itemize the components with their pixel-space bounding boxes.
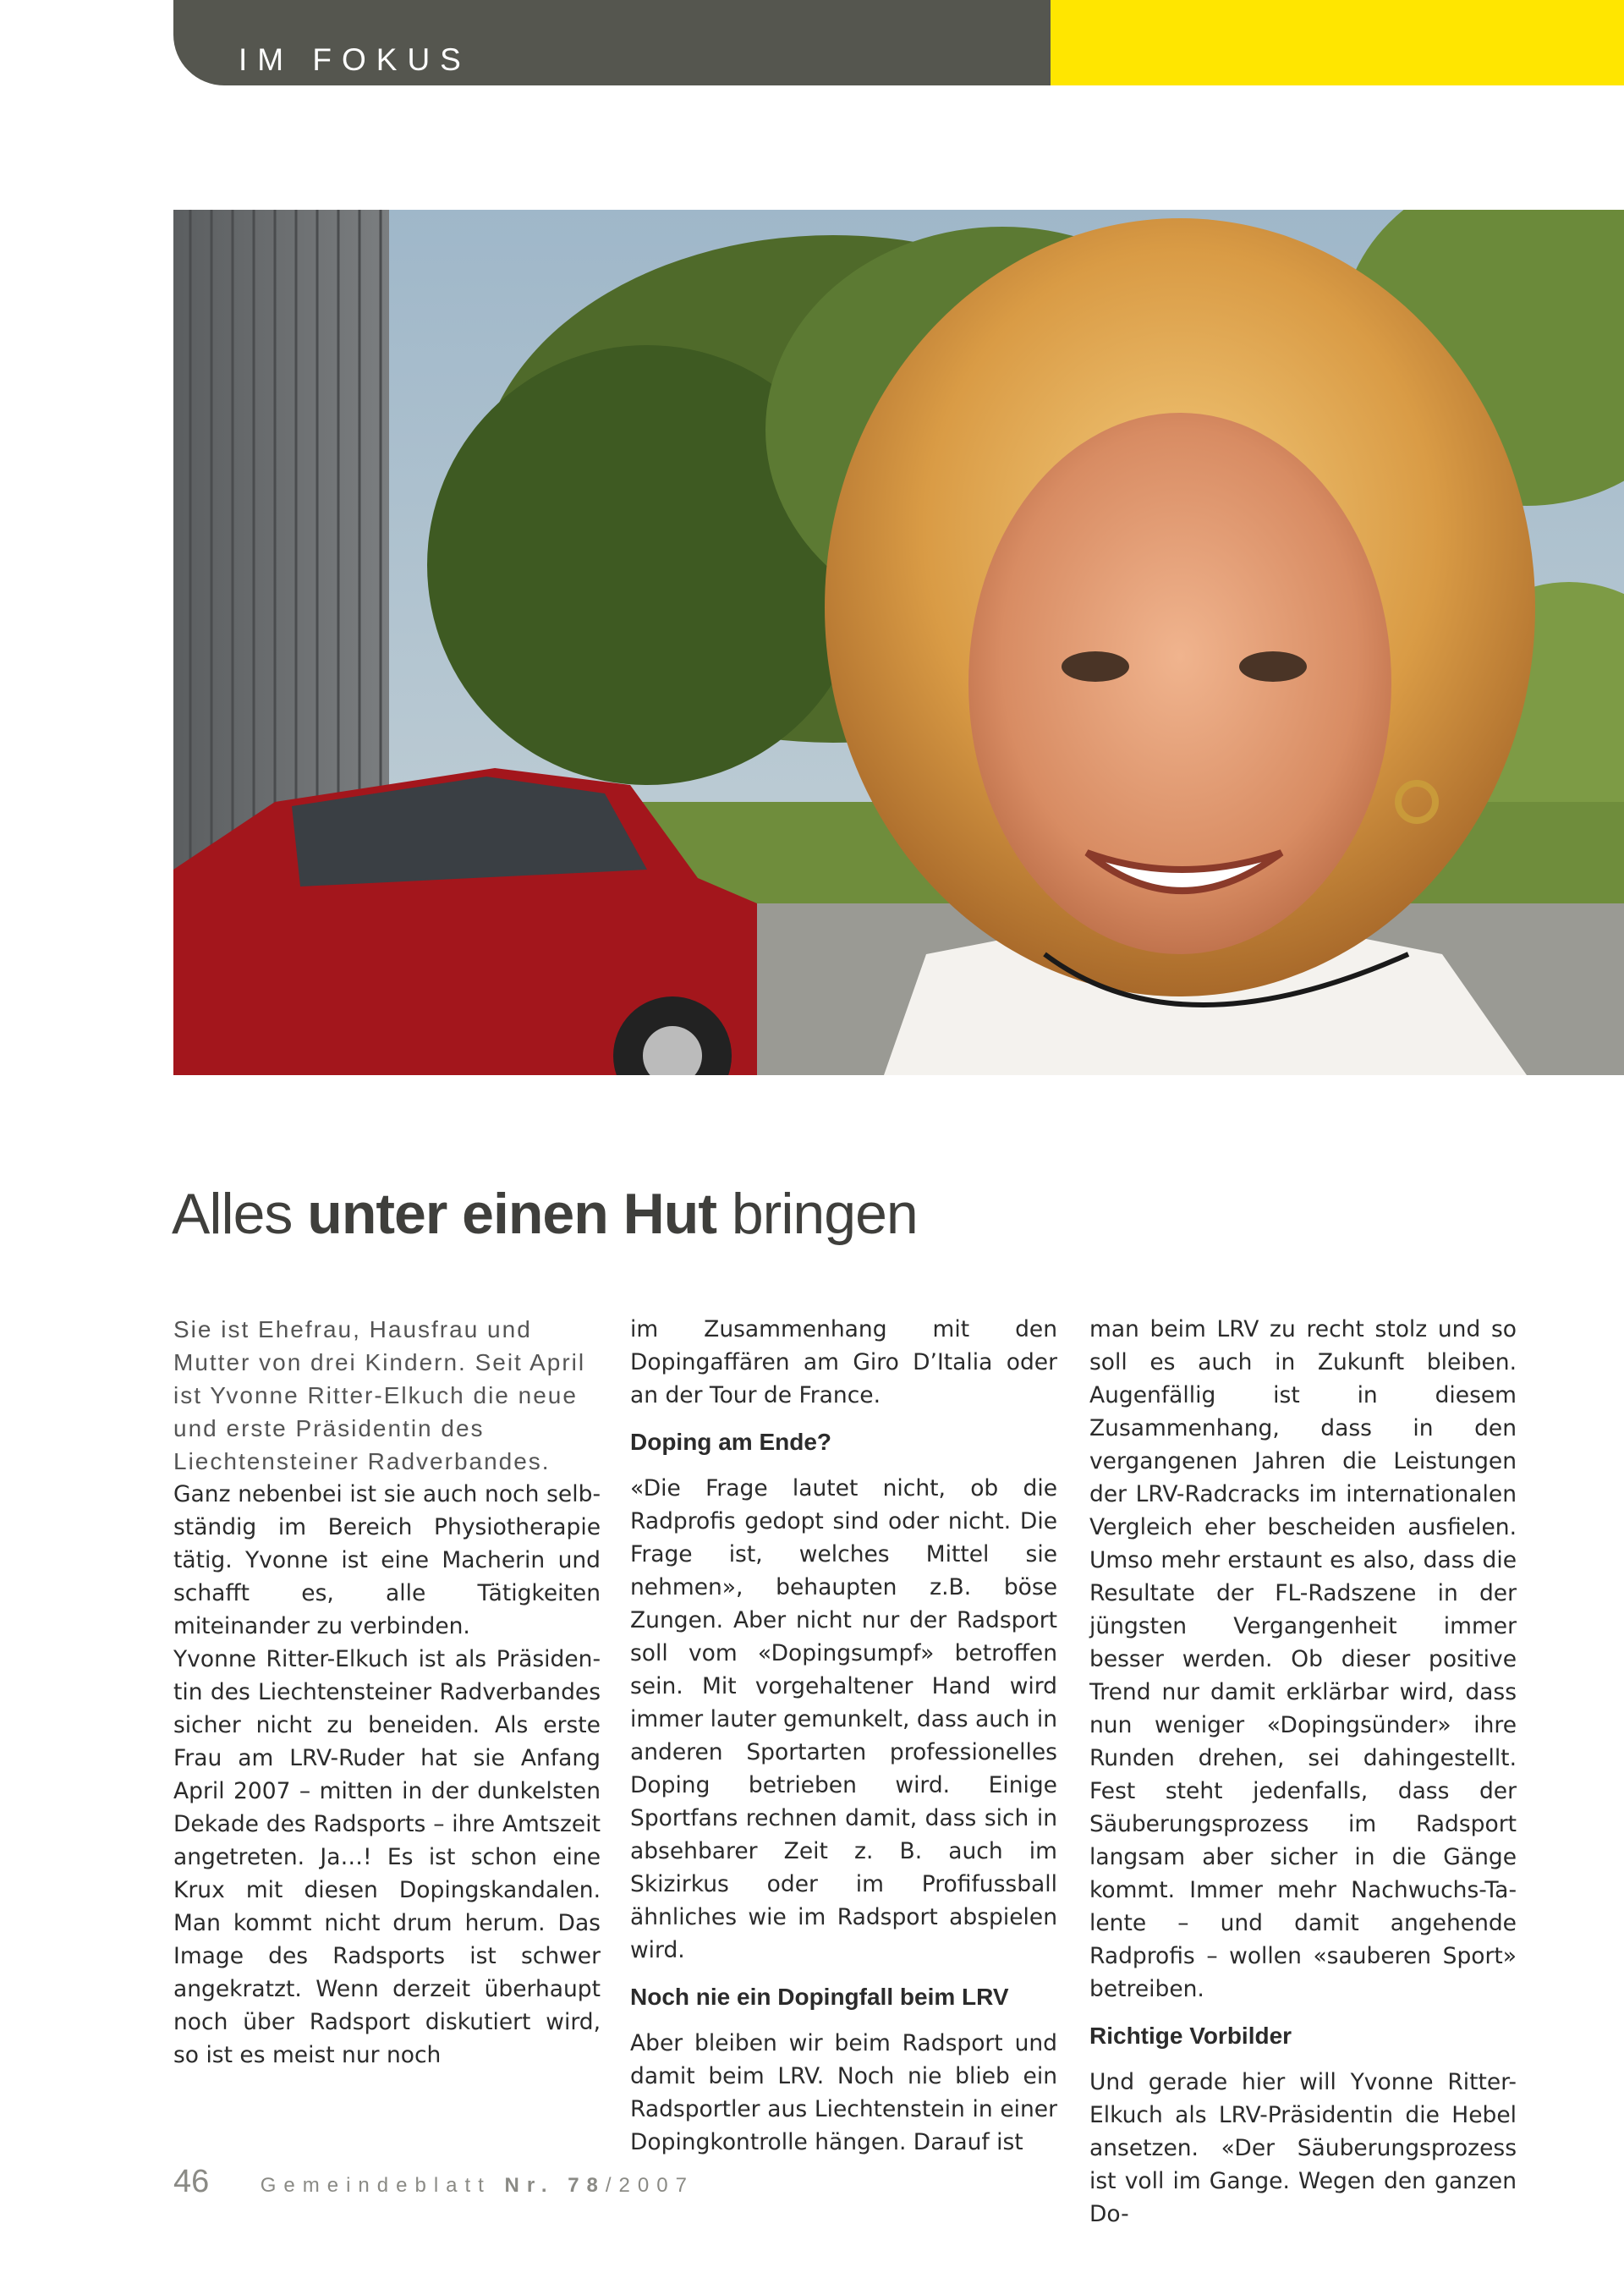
headline-pre: Alles xyxy=(172,1182,308,1246)
page-footer xyxy=(173,2164,694,2206)
paragraph: im Zusammenhang mit den Dopingaffären am Giro D’Italia oder an der Tour de France. xyxy=(630,1316,1057,1408)
article-lead: Sie ist Ehefrau, Hausfrau und Mutter von drei Kindern. Seit April ist Yvonne Ritter-Elkuch die neue und erste Präsidentin des Liechtensteiner Radverbandes. xyxy=(173,1316,586,1474)
issue-label: Nr. xyxy=(504,2174,555,2197)
issue-year: /2007 xyxy=(605,2174,694,2197)
subheading: Doping am Ende? xyxy=(630,1429,831,1455)
portrait-photo xyxy=(173,210,1624,1075)
paragraph: Ganz nebenbei ist sie auch noch selbständig im Bereich Physiotherapie tätig. Yvonne ist eine Macherin und schafft es, alle Tätigkeiten miteinander zu verbinden. xyxy=(173,1481,601,1639)
paragraph: Yvonne Ritter-Elkuch ist als Präsidentin des Liechtensteiner Radverbandes sicher nicht zu beneiden. Als erste Frau am LRV-Ruder hat sie Anfang April 2007 – mitten in der dunkelsten Dekade des Radsports – ihre Amtszeit angetreten. Ja…! Es ist schon eine Krux mit diesen Dopingskandalen. Man kommt nicht drum herum. Das Image des Radsports ist schwer angekratzt. Wenn derzeit überhaupt noch über Radsport diskutiert wird, so ist es meist nur noch xyxy=(173,1646,601,2068)
page-number: 46 xyxy=(173,2164,210,2199)
article-column-1 xyxy=(173,1313,601,2072)
issue-number: 78 xyxy=(568,2174,606,2197)
article-column-2 xyxy=(630,1313,1057,2159)
article-headline xyxy=(172,1183,1525,1246)
publication-name xyxy=(261,2174,694,2197)
paragraph: «Die Frage lautet nicht, ob die Radprofis gedopt sind oder nicht. Die Frage ist, welches Mittel sie nehmen», behaupten z.B. böse Zungen. Aber nicht nur der Radsport soll vom «Dopingsumpf» betroffen sein. Mit vorgehaltener Hand wird immer lauter gemunkelt, dass auch in anderen Sportarten professionelles Doping betrieben wird. Einige Sportfans rechnen damit, dass sich in absehbarer Zeit z. B. auch im Skizirkus oder im Profifussball ähnliches wie im Radsport abspielen wird. xyxy=(630,1475,1057,1963)
publication-title: Gemeindeblatt xyxy=(260,2174,491,2197)
paragraph: Aber bleiben wir beim Radsport und damit beim LRV. Noch nie blieb ein Radsportler aus Liechtenstein in einer Dopingkontrolle hängen. Darauf ist xyxy=(630,2030,1057,2155)
subheading: Richtige Vorbilder xyxy=(1089,2023,1292,2049)
subheading: Noch nie ein Dopingfall beim LRV xyxy=(630,1984,1009,2010)
paragraph: man beim LRV zu recht stolz und so soll es auch in Zukunft bleiben. Augenfällig ist in diesem Zusammenhang, dass in den vergangenen Jahren die Leistungen der LRV-Radcracks im internationalen Vergleich eher bescheiden ausfielen. Umso mehr erstaunt es also, dass die Resultate der FL-Radszene in der jüngsten Vergangenheit immer besser werden. Ob dieser positive Trend nur damit erklärbar wird, dass nun weniger «Dopingsünder» ihre Runden drehen, sei dahingestellt. Fest steht jedenfalls, dass der Säuberungsprozess im Radsport langsam aber sicher in die Gänge kommt. Immer mehr Nachwuchs-Talente – und damit angehende Radprofis – wollen «sauberen Sport» betreiben. xyxy=(1089,1316,1517,2002)
section-label: IM FOKUS xyxy=(239,42,471,77)
header-accent-bar xyxy=(1051,0,1624,85)
headline-post: bringen xyxy=(716,1182,918,1246)
article-column-3 xyxy=(1089,1313,1517,2231)
headline-bold: unter einen Hut xyxy=(307,1182,716,1246)
paragraph: Und gerade hier will Yvonne Ritter-Elkuch als LRV-Präsidentin die Hebel ansetzen. «Der Säuberungsprozess ist voll im Gange. Wegen den ganzen Do- xyxy=(1089,2069,1517,2227)
